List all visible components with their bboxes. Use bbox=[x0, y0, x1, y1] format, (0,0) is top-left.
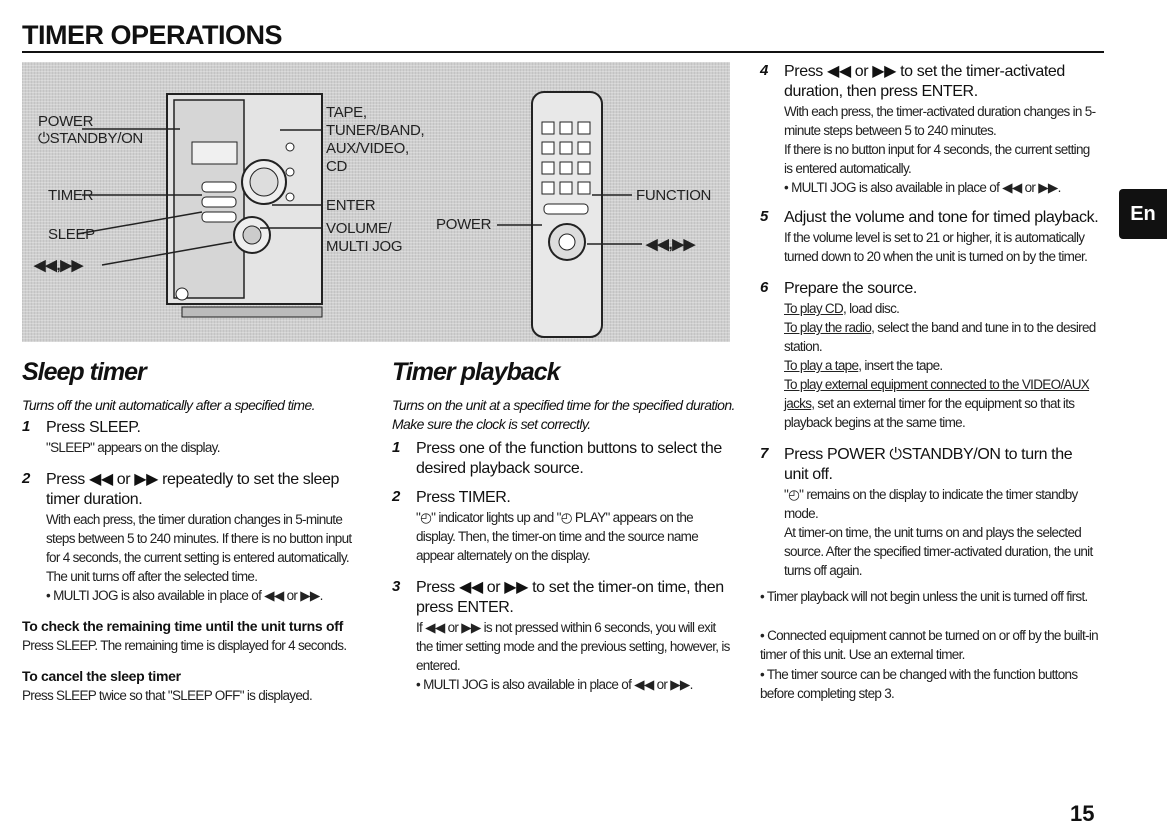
note-item: • The timer source can be changed with the function buttons before completing step 3. bbox=[760, 667, 1078, 701]
sleep-step-1 bbox=[22, 418, 362, 457]
language-tab: En bbox=[1119, 189, 1167, 239]
step-instruction: Press POWER ⏻STANDBY/ON to turn the unit off. bbox=[784, 446, 1073, 483]
step-number: 1 bbox=[392, 439, 401, 456]
label-remote-power: POWER bbox=[436, 216, 492, 233]
stereo-drawing bbox=[22, 62, 730, 342]
product-illustration bbox=[22, 62, 730, 342]
sleep-step-2 bbox=[22, 470, 362, 605]
step-number: 2 bbox=[22, 470, 31, 487]
sleep-timer-heading: Sleep timer bbox=[22, 358, 146, 386]
label-skip-remote: ◀◀,▶▶ bbox=[646, 236, 695, 253]
step-detail: If there is no button input for 4 seconds, the current setting is entered automatically. bbox=[784, 142, 1090, 176]
step-instruction: Press ◀◀ or ▶▶ to set the timer-activated duration, then press ENTER. bbox=[784, 63, 1065, 100]
step-number: 2 bbox=[392, 488, 401, 505]
source-external-text: , set an external timer for the equipment so that its playback begins at the same time. bbox=[784, 396, 1075, 430]
label-multijog: MULTI JOG bbox=[326, 238, 403, 255]
page-title: TIMER OPERATIONS bbox=[22, 20, 283, 50]
step-detail: If the volume level is set to 21 or higher, it is automatically turned down to 20 when the unit is turned on by the timer. bbox=[784, 230, 1088, 264]
step-detail: The unit turns off after the selected time. bbox=[46, 569, 258, 584]
label-aux: AUX/VIDEO, bbox=[326, 140, 409, 157]
label-tuner: TUNER/BAND, bbox=[326, 122, 425, 139]
label-standby: ⏻STANDBY/ON bbox=[38, 130, 143, 147]
label-volume: VOLUME/ bbox=[326, 220, 392, 237]
step-note: • MULTI JOG is also available in place of ◀◀ or ▶▶. bbox=[46, 588, 323, 603]
source-tape-text: , insert the tape. bbox=[858, 358, 943, 373]
step-instruction: Press TIMER. bbox=[416, 489, 511, 506]
step-number: 4 bbox=[760, 62, 769, 79]
source-cd bbox=[784, 299, 1100, 318]
playback-intro: Turns on the unit at a specified time for the specified duration. bbox=[392, 397, 735, 413]
source-radio-text: , select the band and tune in to the desired station. bbox=[784, 320, 1096, 354]
step-detail: With each press, the timer duration changes in 5-minute steps between 5 to 240 minutes. If there is no button input for 4 seconds, the current setting is entered automatically. bbox=[46, 512, 352, 565]
playback-step-6 bbox=[760, 279, 1100, 432]
label-tape: TAPE, bbox=[326, 104, 367, 121]
step-number: 3 bbox=[392, 578, 401, 595]
source-radio bbox=[784, 318, 1100, 356]
source-cd-link: To play CD bbox=[784, 301, 844, 316]
page-number: 15 bbox=[1070, 801, 1095, 826]
playback-step-5 bbox=[760, 208, 1100, 266]
step-detail: With each press, the timer-activated duration changes in 5-minute steps between 5 to 240 minutes. bbox=[784, 104, 1096, 138]
check-remaining-heading: To check the remaining time until the unit turns off bbox=[22, 618, 343, 634]
label-skip-main: ◀◀,▶▶ bbox=[34, 257, 83, 274]
cancel-sleep-text: Press SLEEP twice so that "SLEEP OFF" is displayed. bbox=[22, 688, 313, 703]
step-note: • MULTI JOG is also available in place of ◀◀ or ▶▶. bbox=[784, 180, 1061, 195]
step-detail: If ◀◀ or ▶▶ is not pressed within 6 seconds, you will exit the timer setting mode and the previous setting, however, is entered. bbox=[416, 620, 730, 673]
step-instruction: Prepare the source. bbox=[784, 280, 917, 297]
step-instruction: Press one of the function buttons to select the desired playback source. bbox=[416, 440, 722, 477]
step-number: 1 bbox=[22, 418, 31, 435]
step-detail: "SLEEP" appears on the display. bbox=[46, 440, 220, 455]
source-radio-link: To play the radio bbox=[784, 320, 872, 335]
source-external-link: To play external equipment connected to the VIDEO/AUX jacks bbox=[784, 377, 1090, 411]
playback-step-7 bbox=[760, 445, 1100, 580]
note-item: • Connected equipment cannot be turned on or off by the built-in timer of this unit. Use an external timer. bbox=[760, 628, 1098, 662]
label-timer: TIMER bbox=[48, 187, 94, 204]
source-cd-text: , load disc. bbox=[843, 301, 900, 316]
step-number: 5 bbox=[760, 208, 769, 225]
step-detail: "◴" indicator lights up and "◴ PLAY" appears on the display. Then, the timer-on time and the source name appear alternately on the display. bbox=[416, 510, 699, 563]
label-enter: ENTER bbox=[326, 197, 376, 214]
source-tape bbox=[784, 356, 1100, 375]
source-external bbox=[784, 375, 1100, 432]
label-power: POWER bbox=[38, 113, 94, 130]
playback-step-3 bbox=[392, 578, 732, 694]
step-number: 7 bbox=[760, 445, 769, 462]
step-detail: "◴" remains on the display to indicate the timer standby mode. bbox=[784, 487, 1078, 521]
note-item: • Timer playback will not begin unless the unit is turned off first. bbox=[760, 589, 1088, 604]
label-cd: CD bbox=[326, 158, 348, 175]
step-instruction: Adjust the volume and tone for timed playback. bbox=[784, 209, 1099, 226]
label-function: FUNCTION bbox=[636, 187, 712, 204]
timer-playback-heading: Timer playback bbox=[392, 358, 560, 386]
sleep-intro: Turns off the unit automatically after a specified time. bbox=[22, 397, 315, 413]
step-instruction: Press SLEEP. bbox=[46, 419, 141, 436]
label-sleep: SLEEP bbox=[48, 226, 95, 243]
playback-intro-clock: Make sure the clock is set correctly. bbox=[392, 416, 591, 432]
playback-step-4 bbox=[760, 62, 1100, 197]
playback-step-1 bbox=[392, 439, 732, 479]
playback-step-2 bbox=[392, 488, 732, 565]
check-remaining-text: Press SLEEP. The remaining time is displayed for 4 seconds. bbox=[22, 638, 347, 653]
step-instruction: Press ◀◀ or ▶▶ repeatedly to set the sleep timer duration. bbox=[46, 471, 340, 508]
step-number: 6 bbox=[760, 279, 769, 296]
cancel-sleep-heading: To cancel the sleep timer bbox=[22, 668, 181, 684]
step-detail: At timer-on time, the unit turns on and plays the selected source. After the specified timer-activated duration, the unit turns off again. bbox=[784, 525, 1093, 578]
title-divider bbox=[22, 51, 1104, 53]
step-note: • MULTI JOG is also available in place of ◀◀ or ▶▶. bbox=[416, 677, 693, 692]
source-tape-link: To play a tape bbox=[784, 358, 859, 373]
step-instruction: Press ◀◀ or ▶▶ to set the timer-on time, then press ENTER. bbox=[416, 579, 724, 616]
